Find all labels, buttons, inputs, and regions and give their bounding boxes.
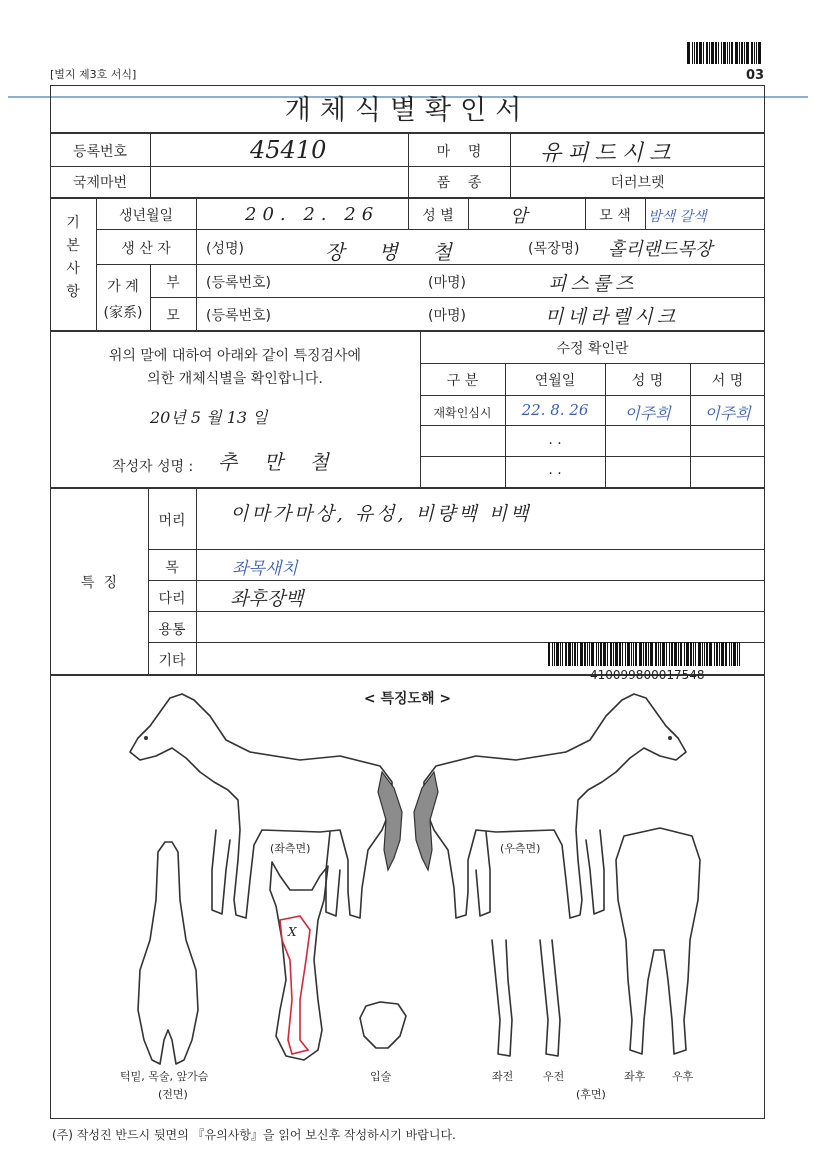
producer-name-value: 장 병 철 [325, 240, 466, 264]
lineage-label: 가 계 (家系) [103, 279, 143, 321]
breed-label: 품 종 [436, 175, 482, 191]
front-leg-left: 좌전 [492, 1070, 514, 1083]
muzzle-caption: 입술 [370, 1070, 392, 1083]
feature-value-head: 이마가마상, 유성, 비량백 비백 [230, 503, 532, 525]
right-side-horse [414, 694, 686, 918]
revision-header-sign: 서 명 [711, 373, 744, 389]
front-leg-right: 우전 [543, 1070, 565, 1083]
horse-name-label: 마 명 [436, 144, 482, 160]
confirm-date: 20년 5 월 13 일 [150, 408, 268, 427]
rear-view-horse [616, 828, 700, 1054]
dam-reg-label: (등록번호) [206, 308, 272, 324]
feature-label-leg: 다리 [158, 591, 186, 607]
sex-value: 암 [510, 206, 528, 227]
revision-row-name: 이주희 [624, 404, 671, 423]
feature-value-neck: 좌목새치 [232, 559, 298, 579]
sex-label: 성 별 [422, 208, 454, 224]
revision-header-kind: 구 분 [446, 373, 479, 389]
left-side-horse [130, 694, 402, 918]
front-label: (전면) [158, 1088, 188, 1101]
muzzle-diagram [360, 1002, 406, 1048]
feature-label-other: 기타 [158, 653, 186, 669]
front-legs-diagram [492, 940, 560, 1056]
revision-header-date: 연월일 [534, 373, 576, 389]
revision-header-name: 성 명 [631, 373, 664, 389]
horse-name-value: 유피드시크 [540, 141, 677, 166]
footer-note: (주) 작성진 반드시 뒷면의 『유의사항』을 읽어 보신후 작성하시기 바랍니다. [52, 1128, 456, 1142]
right-side-label: (우측면) [500, 842, 541, 855]
features-section-label: 특 징 [81, 575, 117, 591]
page-code: 03 [746, 68, 765, 83]
producer-name-label: (성명) [206, 241, 244, 257]
sire-name-label: (마명) [428, 275, 466, 291]
writer-value: 추 만 철 [218, 450, 339, 474]
revision-row-date: . . [548, 462, 562, 478]
barcode-number: 410099800017548 [590, 668, 705, 682]
breed-value: 더러브렛 [610, 175, 665, 191]
basic-section-label: 기 본 사 항 [66, 215, 80, 300]
left-side-label: (좌측면) [270, 842, 311, 855]
birth-label: 생년월일 [118, 208, 174, 224]
hind-leg-left: 좌후 [624, 1070, 646, 1083]
reg-no-value: 45410 [250, 136, 327, 164]
feature-label-head: 머리 [158, 513, 186, 529]
producer-label: 생 산 자 [121, 241, 171, 257]
coat-label: 모 색 [599, 208, 631, 224]
form-label: [별지 제3호 서식] [50, 68, 137, 81]
sire-reg-label: (등록번호) [206, 275, 272, 291]
revision-row-sign: 이주희 [704, 404, 751, 423]
intl-no-label: 국제마번 [72, 175, 128, 191]
statement-line1: 위의 말에 대하여 아래와 같이 특징검사에 [108, 348, 362, 364]
feature-value-leg: 좌후장백 [230, 588, 304, 610]
birth-value: 20. 2. 26 [245, 204, 380, 225]
front-view-horse [138, 842, 198, 1064]
dam-name-value: 미네라렐시크 [545, 306, 680, 328]
sire-name-value: 피스룰즈 [548, 273, 638, 295]
sire-label: 부 [166, 275, 180, 291]
document-title: 개체식별확인서 [284, 95, 531, 126]
revision-row-date: 22. 8. 26 [521, 401, 589, 419]
farm-value: 홀리랜드목장 [608, 239, 713, 260]
coat-value: 밤색 갈색 [648, 209, 707, 225]
writer-label: 작성자 성명 : [112, 459, 194, 475]
hind-leg-right: 우후 [672, 1070, 694, 1083]
feature-label-neck: 목 [165, 560, 179, 576]
reg-no-label: 등록번호 [72, 144, 128, 160]
revision-row-kind: 재확인심시 [433, 406, 492, 420]
statement-line2: 의한 개체식별을 확인합니다. [147, 371, 323, 387]
revision-title: 수정 확인란 [556, 341, 629, 357]
feature-label-body: 용통 [158, 622, 186, 638]
revision-row-date: . . [548, 432, 562, 448]
face-diagram [270, 862, 328, 1060]
diagram-title: < 특징도해 > [363, 691, 452, 707]
front-caption: 턱밑, 목술, 앞가슴 [120, 1070, 209, 1083]
farm-label: (목장명) [528, 241, 580, 257]
dam-name-label: (마명) [428, 308, 466, 324]
face-mark-label: X [288, 925, 297, 939]
dam-label: 모 [166, 308, 180, 324]
rear-label: (후면) [576, 1088, 606, 1101]
